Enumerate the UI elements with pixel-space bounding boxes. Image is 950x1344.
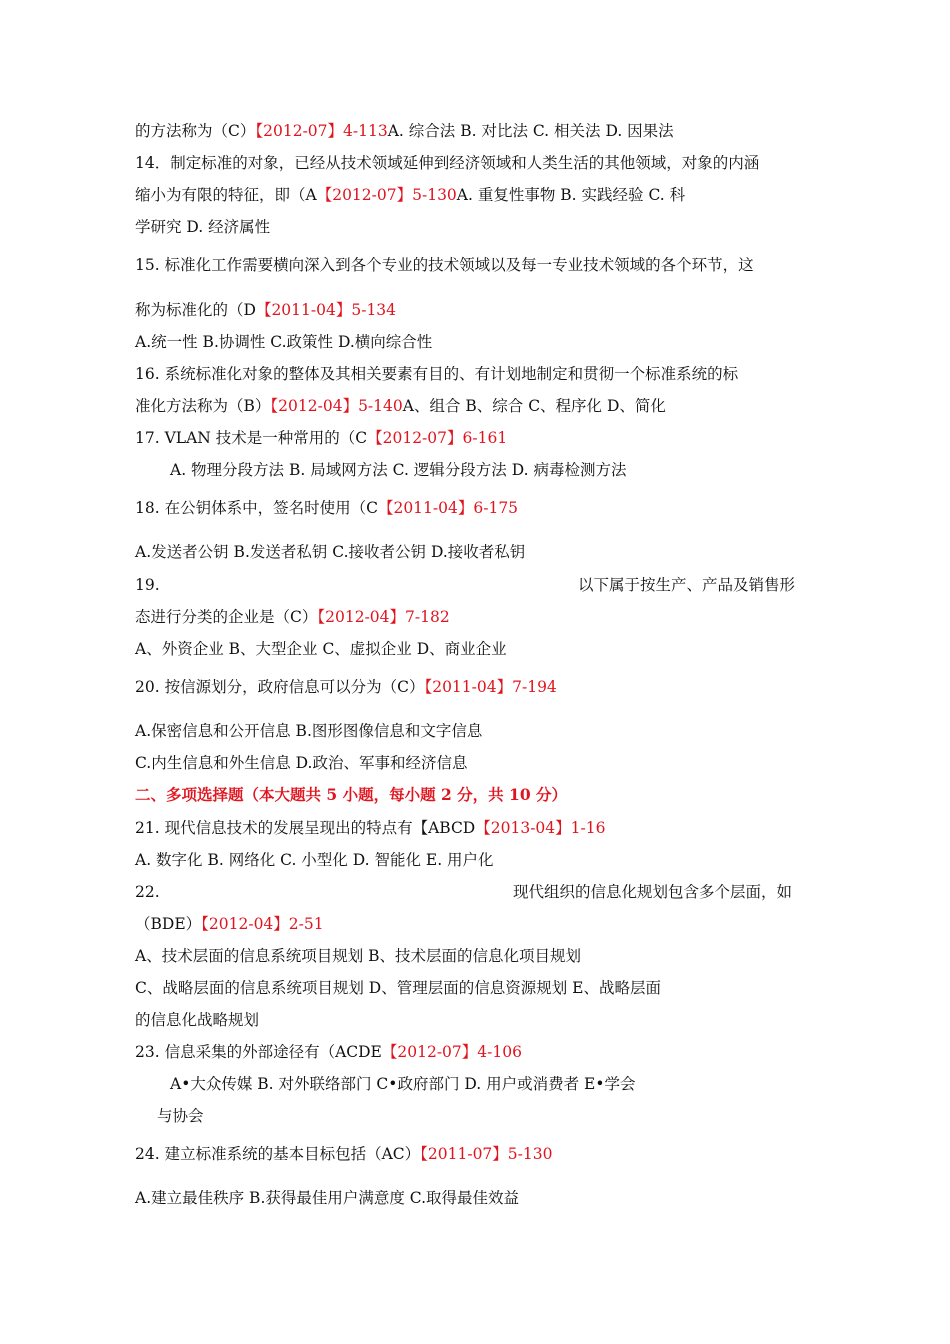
- text-segment: 24. 建立标准系统的基本目标包括（AC）: [135, 1145, 421, 1163]
- text-segment: A、技术层面的信息系统项目规划 B、技术层面的信息化项目规划: [135, 947, 582, 965]
- text-line: [135, 753, 467, 773]
- text-line: [135, 428, 507, 448]
- text-line: [135, 785, 567, 805]
- text-segment: 态进行分类的企业是（C）: [135, 608, 318, 626]
- text-segment: 的方法称为（C）: [135, 122, 256, 140]
- text-line: [135, 818, 605, 838]
- text-line: [135, 332, 432, 352]
- text-line: [135, 677, 557, 697]
- text-segment: C、战略层面的信息系统项目规划 D、管理层面的信息资源规划 E、战略层面: [135, 979, 661, 997]
- text-line: [135, 185, 685, 205]
- text-line: [135, 850, 494, 870]
- text-line: [170, 460, 626, 480]
- text-line: [135, 1188, 519, 1208]
- source-ref: 【2012-04】5-140: [270, 397, 403, 415]
- text-segment: 称为标准化的（D: [135, 301, 256, 319]
- text-segment: A. 综合法 B. 对比法 C. 相关法 D. 因果法: [387, 122, 674, 140]
- text-line: [135, 364, 738, 384]
- source-ref: 【2012-07】4-106: [381, 1043, 522, 1061]
- text-segment: 20. 按信源划分，政府信息可以分为（C）: [135, 678, 425, 696]
- text-segment: 19.: [135, 576, 160, 594]
- text-segment: 缩小为有限的特征，即（A: [135, 186, 317, 204]
- text-segment: 准化方法称为（B）: [135, 397, 271, 415]
- text-segment: A. 数字化 B. 网络化 C. 小型化 D. 智能化 E. 用户化: [135, 851, 494, 869]
- text-line: [513, 882, 792, 902]
- text-segment: 14．制定标准的对象，已经从技术领域延伸到经济领域和人类生活的其他领域，对象的内涵: [135, 154, 760, 172]
- text-segment: A、外资企业 B、大型企业 C、虚拟企业 D、商业企业: [135, 640, 507, 658]
- text-line: [135, 914, 324, 934]
- text-line: [135, 607, 450, 627]
- text-line: [135, 542, 525, 562]
- text-segment: 与协会: [157, 1107, 204, 1125]
- source-ref: 【2011-04】7-194: [424, 678, 557, 696]
- text-segment: 18. 在公钥体系中，签名时使用（C: [135, 499, 378, 517]
- source-ref: 【2011-04】5-134: [255, 301, 397, 319]
- text-segment: 22.: [135, 883, 160, 901]
- source-ref: 【2012-04】2-51: [201, 915, 324, 933]
- text-line: [135, 498, 518, 518]
- text-line: [578, 575, 795, 595]
- text-line: [135, 721, 482, 741]
- text-segment: 16. 系统标准化对象的整体及其相关要素有目的、有计划地制定和贯彻一个标准系统的标: [135, 365, 739, 383]
- source-ref: 【2012-07】4-113: [255, 122, 388, 140]
- text-segment: 学研究 D. 经济属性: [135, 218, 271, 236]
- text-line: [135, 1144, 552, 1164]
- text-segment: 现代组织的信息化规划包含多个层面，如: [513, 883, 793, 901]
- text-line: [135, 396, 666, 416]
- text-line: [135, 639, 507, 659]
- text-segment: 21. 现代信息技术的发展呈现出的特点有【ABCD: [135, 819, 476, 837]
- text-line: [135, 946, 581, 966]
- source-ref: 【2012-07】6-161: [367, 429, 508, 447]
- text-segment: 15. 标准化工作需要横向深入到各个专业的技术领域以及每一专业技术领域的各个环节，这: [135, 256, 754, 274]
- text-segment: （BDE）: [135, 915, 202, 933]
- text-line: [135, 255, 754, 275]
- text-segment: 以下属于按生产、产品及销售形: [578, 576, 796, 594]
- source-ref: 二、多项选择题（本大题共 5 小题，每小题 2 分，共 10 分）: [135, 785, 568, 804]
- source-ref: 【2012-04】7-182: [317, 608, 450, 626]
- text-line: [157, 1106, 204, 1126]
- source-ref: 【2011-07】5-130: [420, 1145, 553, 1163]
- text-line: [135, 217, 270, 237]
- text-line: [170, 1074, 635, 1094]
- text-segment: A、组合 B、综合 C、程序化 D、简化: [402, 397, 666, 415]
- source-ref: 【2012-07】5-130: [316, 186, 457, 204]
- text-segment: A.统一性 B.协调性 C.政策性 D.横向综合性: [135, 333, 433, 351]
- text-segment: 17. VLAN 技术是一种常用的（C: [135, 429, 368, 447]
- text-segment: 23. 信息采集的外部途径有（ACDE: [135, 1043, 382, 1061]
- text-segment: C.内生信息和外生信息 D.政治、军事和经济信息: [135, 754, 468, 772]
- text-segment: A•大众传媒 B. 对外联络部门 C•政府部门 D. 用户或消费者 E•学会: [170, 1075, 636, 1093]
- text-line: [135, 978, 661, 998]
- text-line: [135, 121, 674, 141]
- text-line: [135, 1042, 522, 1062]
- source-ref: 【2011-04】6-175: [377, 499, 519, 517]
- text-line: [135, 300, 396, 320]
- text-segment: A. 物理分段方法 B. 局域网方法 C. 逻辑分段方法 D. 病毒检测方法: [170, 461, 627, 479]
- text-line: [135, 153, 759, 173]
- text-segment: A.建立最佳秩序 B.获得最佳用户满意度 C.取得最佳效益: [135, 1189, 520, 1207]
- text-line: [135, 575, 160, 595]
- text-segment: 的信息化战略规划: [135, 1011, 260, 1029]
- text-segment: A. 重复性事物 B. 实践经验 C. 科: [456, 186, 686, 204]
- text-line: [135, 1010, 259, 1030]
- source-ref: 【2013-04】1-16: [475, 819, 606, 837]
- text-segment: A.发送者公钥 B.发送者私钥 C.接收者公钥 D.接收者私钥: [135, 543, 526, 561]
- text-segment: A.保密信息和公开信息 B.图形图像信息和文字信息: [135, 722, 483, 740]
- text-line: [135, 882, 160, 902]
